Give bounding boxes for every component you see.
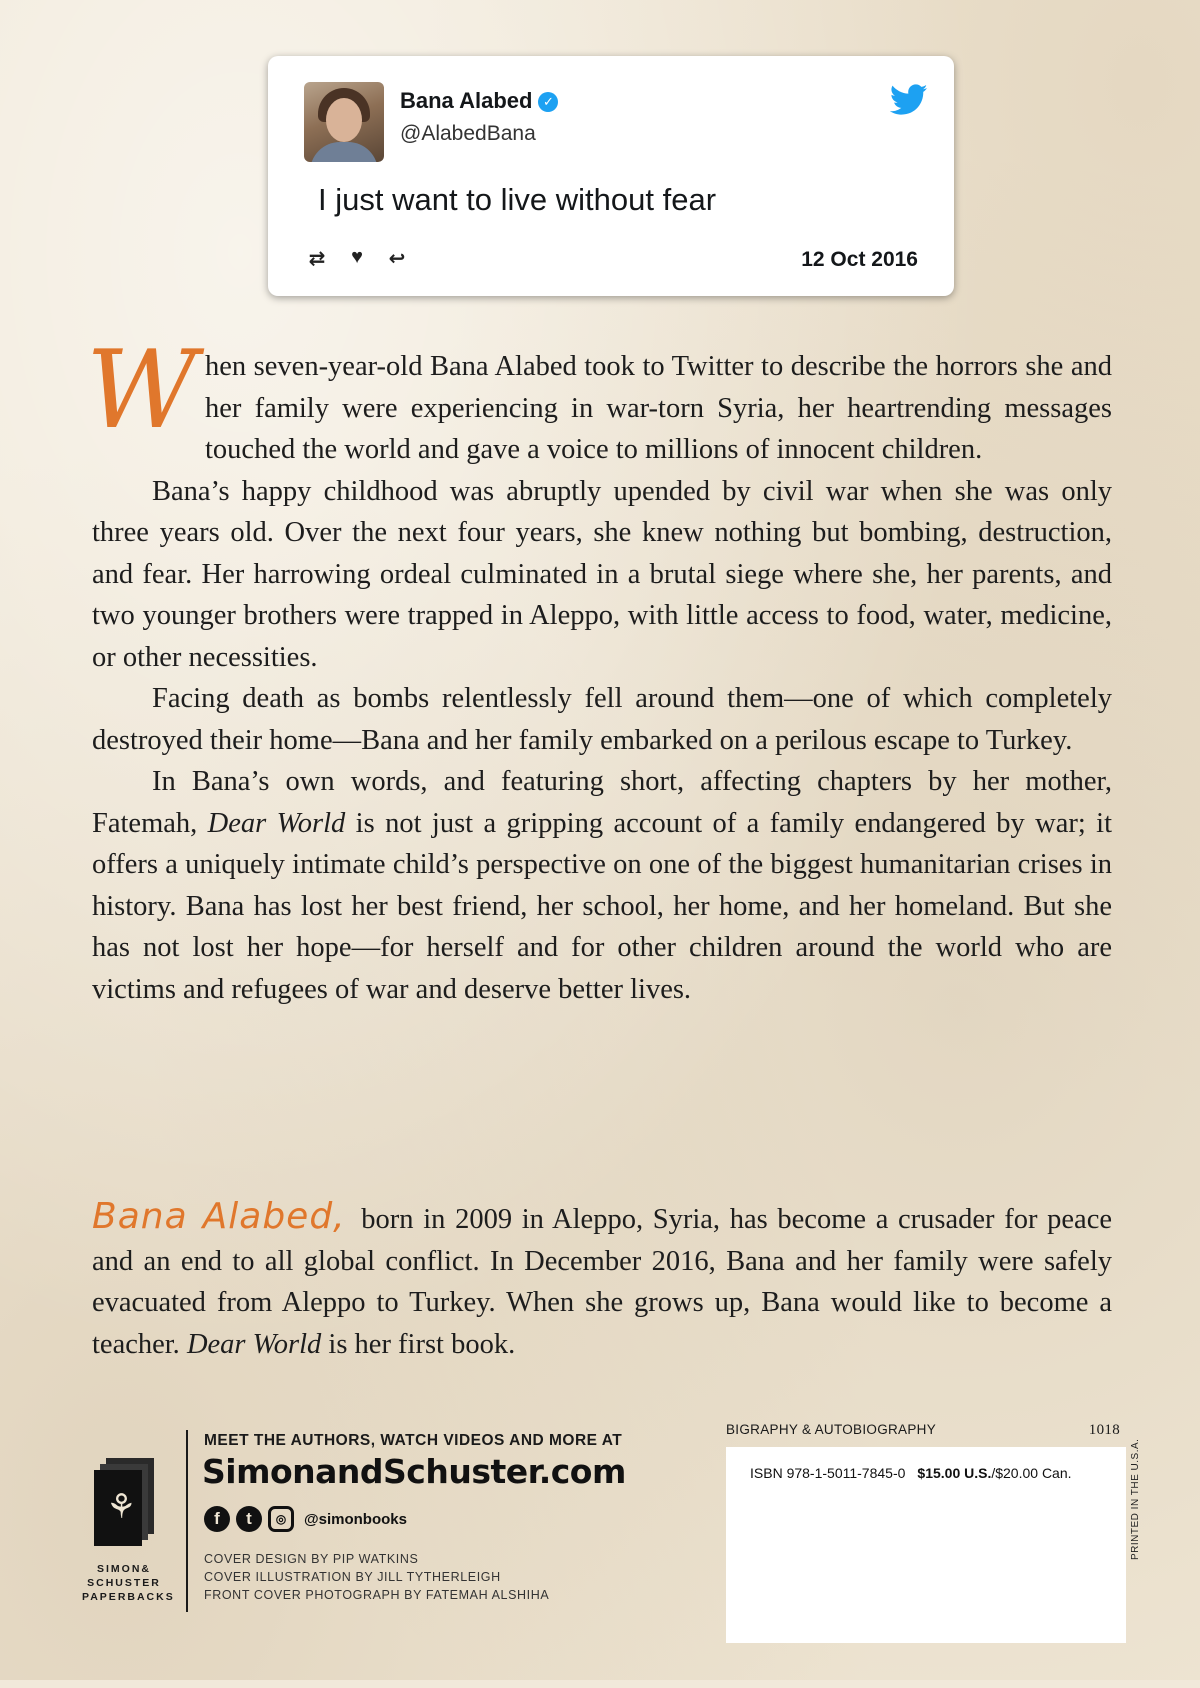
price-us: $15.00 U.S. bbox=[917, 1465, 992, 1481]
tweet-actions bbox=[304, 246, 410, 271]
author-bio: Bana Alabed, born in 2009 in Aleppo, Syria, has become a crusader for peace and an end to all global conflict. In December 2016, Bana and her family were safely evacuated from Aleppo to Turkey. When she grows up, Bana would like to become a teacher. Dear World is her first book. bbox=[92, 1196, 1112, 1360]
cover-credits: COVER DESIGN BY PIP WATKINS COVER ILLUSTRATION BY JILL TYTHERLEIGH FRONT COVER PHOTOGRAPH BY FATEMAH ALSHIHA bbox=[204, 1552, 550, 1602]
meet-authors-text: MEET THE AUTHORS, WATCH VIDEOS AND MORE AT bbox=[204, 1432, 623, 1449]
barcode-box bbox=[726, 1447, 1126, 1643]
description-paragraph-1: When seven-year-old Bana Alabed took to Twitter to describe the horrors she and her family were experiencing in war-torn Syria, her heartrending messages touched the world and gave a voice to millions of innocent children. bbox=[86, 328, 1112, 465]
twitter-icon[interactable]: t bbox=[236, 1506, 262, 1532]
book-title: Dear World bbox=[186, 1328, 322, 1360]
book-title: Dear World bbox=[207, 807, 346, 839]
tweet-date: 12 Oct 2016 bbox=[801, 248, 918, 271]
barcode-area bbox=[726, 1422, 1126, 1643]
tweet-card bbox=[268, 56, 954, 296]
drop-cap: W bbox=[86, 328, 198, 453]
tweet-author-name: Bana Alabed ✓ bbox=[400, 88, 558, 114]
description-paragraph-2: Bana’s happy childhood was abruptly upended by civil war when she was only three years old. Over the next four years, she knew nothing but bombing, destruction, and fear. Her harrowing ordeal culminated in a brutal siege where she, her parents, and two younger brothers were trapped in Aleppo, with little access to food, water, medicine, or other necessities. bbox=[92, 475, 1112, 673]
description-paragraph-3: Facing death as bombs relentlessly fell around them—one of which completely destroyed their home—Bana and her family embarked on a perilous escape to Turkey. bbox=[92, 683, 1112, 756]
retweet-icon: ⇄ bbox=[308, 248, 326, 270]
heart-icon: ♥ bbox=[351, 246, 363, 268]
category-label: BIGRAPHY & AUTOBIOGRAPHY bbox=[726, 1422, 937, 1437]
price-can: /$20.00 Can. bbox=[991, 1465, 1072, 1481]
facebook-icon[interactable]: f bbox=[204, 1506, 230, 1532]
author-name: Bana Alabed, bbox=[92, 1196, 346, 1237]
website-link[interactable]: SimonandSchuster.com bbox=[202, 1452, 626, 1491]
instagram-icon[interactable]: ◎ bbox=[268, 1506, 294, 1532]
category-code: 1018 bbox=[1088, 1422, 1120, 1438]
twitter-bird-icon bbox=[890, 84, 928, 116]
printed-note: PRINTED IN THE U.S.A. bbox=[1130, 1438, 1141, 1560]
publisher-logo-text: SIMON& SCHUSTER PAPERBACKS bbox=[82, 1563, 175, 1603]
book-description bbox=[86, 328, 1112, 1010]
social-handle: @simonbooks bbox=[304, 1510, 407, 1528]
reply-icon: ↩ bbox=[388, 248, 406, 270]
social-links bbox=[204, 1506, 407, 1532]
avatar bbox=[304, 82, 384, 162]
description-paragraph-4: In Bana’s own words, and featuring short, affecting chapters by her mother, Fatemah, Dear World is not just a gripping account of a family endangered by war; it offers a uniquely intimate child’s perspective on one of the biggest humanitarian crises in history. Bana has lost her best friend, her school, her home, and her homeland. But she has not lost her hope—for herself and for other children around the world who are victims and refugees of war and deserve better lives. bbox=[92, 766, 1112, 1005]
isbn: ISBN 978-1-5011-7845-0 bbox=[750, 1465, 906, 1481]
tweet-text: I just want to live without fear bbox=[318, 182, 717, 217]
publisher-logo bbox=[82, 1458, 175, 1688]
sower-logo-icon: ⚘ bbox=[92, 1458, 156, 1550]
divider bbox=[186, 1430, 188, 1612]
verified-icon: ✓ bbox=[538, 92, 558, 112]
tweet-handle: @AlabedBana bbox=[400, 122, 536, 145]
